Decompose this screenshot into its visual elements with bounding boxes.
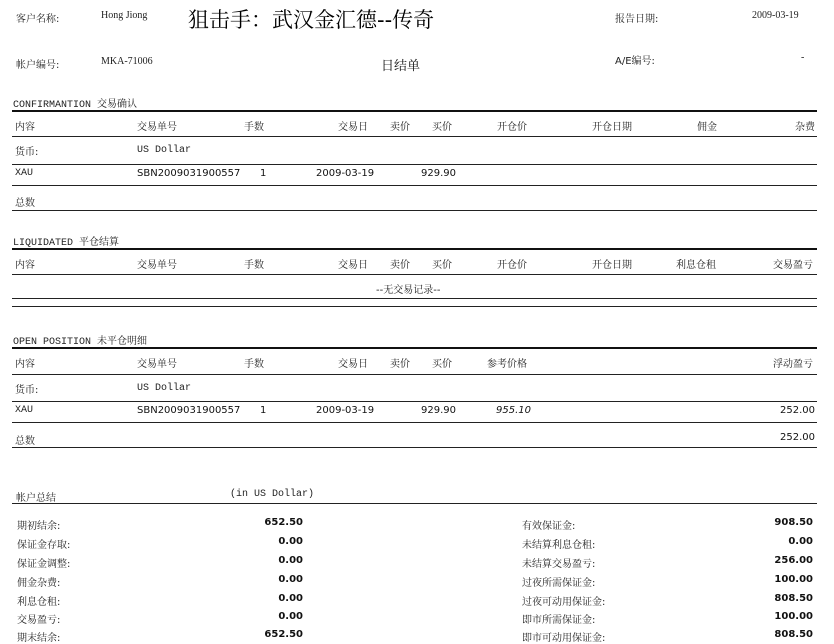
- col-trade-date: 交易日: [338, 260, 368, 271]
- col-buy: 买价: [432, 359, 452, 370]
- summary-value: 100.00: [774, 611, 813, 622]
- col-lots: 手数: [244, 122, 264, 133]
- col-sell: 卖价: [390, 359, 410, 370]
- row-item: XAU: [15, 405, 34, 416]
- summary-label: 即市所需保证金:: [522, 615, 596, 626]
- summary-label: 过夜所需保证金:: [522, 578, 596, 589]
- summary-label: 保证金存取:: [17, 540, 71, 551]
- summary-value: 256.00: [774, 555, 813, 566]
- currency-label: 货币:: [15, 147, 39, 158]
- col-interest-rollover: 利息仓租: [676, 260, 716, 271]
- summary-label: 利息仓租:: [17, 597, 61, 608]
- open-position-row-rule: [12, 422, 817, 423]
- empty-state-text: --无交易记录--: [376, 285, 441, 296]
- col-buy: 买价: [432, 122, 452, 133]
- client-name-value: Hong Jiong: [101, 10, 148, 21]
- open-position-total-label: 总数: [15, 436, 35, 447]
- page-title: 狙击手：武汉金汇德--传奇: [188, 8, 435, 32]
- summary-subtitle: (in US Dollar): [230, 489, 315, 500]
- confirmation-total-label: 总数: [15, 198, 35, 209]
- ae-number-value: -: [801, 52, 805, 63]
- confirmation-currency-rule: [12, 164, 817, 165]
- col-open-price: 开仓价: [497, 122, 527, 133]
- confirmation-title: CONFIRMANTION 交易确认: [13, 100, 138, 111]
- col-open-price: 开仓价: [497, 260, 527, 271]
- summary-value: 0.00: [278, 536, 303, 547]
- confirmation-bottom-rule: [12, 210, 817, 211]
- col-sell: 卖价: [390, 260, 410, 271]
- col-open-date: 开仓日期: [592, 122, 632, 133]
- summary-label: 佣金杂费:: [17, 578, 61, 589]
- col-ticket: 交易单号: [137, 122, 177, 133]
- liquidated-title: LIQUIDATED 平仓结算: [13, 238, 120, 249]
- summary-value: 652.50: [264, 517, 303, 528]
- summary-value: 808.50: [774, 593, 813, 604]
- summary-label: 交易盈亏:: [17, 615, 61, 626]
- col-trade-date: 交易日: [338, 122, 368, 133]
- row-lots: 1: [260, 168, 267, 179]
- client-name-label: 客户名称:: [16, 14, 60, 25]
- col-reference-price: 参考价格: [487, 359, 527, 370]
- open-position-header-rule: [12, 374, 817, 375]
- summary-value: 0.00: [278, 611, 303, 622]
- open-position-currency-rule: [12, 401, 817, 402]
- summary-label: 期初结余:: [17, 521, 61, 532]
- col-lots: 手数: [244, 260, 264, 271]
- col-sell: 卖价: [390, 122, 410, 133]
- confirmation-top-rule: [12, 110, 817, 112]
- col-trade-pnl: 交易盈亏: [773, 260, 813, 271]
- summary-value: 652.50: [264, 629, 303, 640]
- liquidated-header-rule: [12, 274, 817, 275]
- col-open-date: 开仓日期: [592, 260, 632, 271]
- col-floating-pnl: 浮动盈亏: [773, 359, 813, 370]
- row-ticket: SBN2009031900557: [137, 168, 241, 179]
- confirmation-header-rule: [12, 136, 817, 137]
- row-buy: 929.90: [421, 405, 456, 416]
- liquidated-bottom-rule-double: [12, 306, 817, 307]
- row-floating-pnl: 252.00: [780, 405, 815, 416]
- col-misc-fee: 杂费: [795, 122, 815, 133]
- currency-value: US Dollar: [137, 145, 192, 156]
- row-ticket: SBN2009031900557: [137, 405, 241, 416]
- summary-label: 期末结余:: [17, 633, 61, 644]
- summary-label: 未结算交易盈亏:: [522, 559, 596, 570]
- col-content: 内容: [15, 122, 35, 133]
- report-date-value: 2009-03-19: [752, 10, 799, 21]
- col-trade-date: 交易日: [338, 359, 368, 370]
- account-number-value: MKA-71006: [101, 56, 153, 67]
- summary-value: 0.00: [278, 574, 303, 585]
- summary-label: 有效保证金:: [522, 521, 576, 532]
- ae-number-label: A/E编号:: [615, 56, 655, 67]
- row-trade-date: 2009-03-19: [316, 405, 375, 416]
- currency-value: US Dollar: [137, 383, 192, 394]
- account-number-label: 帐户编号:: [16, 60, 60, 71]
- open-position-total-value: 252.00: [780, 432, 815, 443]
- col-buy: 买价: [432, 260, 452, 271]
- col-lots: 手数: [244, 359, 264, 370]
- row-lots: 1: [260, 405, 267, 416]
- summary-value: 0.00: [278, 555, 303, 566]
- summary-rule: [12, 503, 817, 504]
- document-title: 日结单: [381, 59, 421, 74]
- liquidated-top-rule: [12, 248, 817, 250]
- row-trade-date: 2009-03-19: [316, 168, 375, 179]
- summary-label: 保证金调整:: [17, 559, 71, 570]
- col-content: 内容: [15, 359, 35, 370]
- row-buy: 929.90: [421, 168, 456, 179]
- open-position-top-rule: [12, 347, 817, 349]
- currency-label: 货币:: [15, 385, 39, 396]
- col-content: 内容: [15, 260, 35, 271]
- open-position-title: OPEN POSITION 未平仓明细: [13, 337, 148, 348]
- summary-label: 即市可动用保证金:: [522, 633, 606, 644]
- summary-value: 0.00: [278, 593, 303, 604]
- report-date-label: 报告日期:: [615, 14, 659, 25]
- liquidated-bottom-rule: [12, 298, 817, 299]
- confirmation-row-rule: [12, 185, 817, 186]
- summary-title: 帐户总结: [16, 493, 56, 504]
- summary-value: 100.00: [774, 574, 813, 585]
- summary-value: 808.50: [774, 629, 813, 640]
- col-ticket: 交易单号: [137, 260, 177, 271]
- summary-value: 908.50: [774, 517, 813, 528]
- summary-value: 0.00: [788, 536, 813, 547]
- summary-label: 未结算利息仓租:: [522, 540, 596, 551]
- row-reference-price: 955.10: [496, 405, 531, 416]
- open-position-bottom-rule: [12, 447, 817, 448]
- row-item: XAU: [15, 168, 34, 179]
- col-ticket: 交易单号: [137, 359, 177, 370]
- summary-label: 过夜可动用保证金:: [522, 597, 606, 608]
- col-commission: 佣金: [697, 122, 717, 133]
